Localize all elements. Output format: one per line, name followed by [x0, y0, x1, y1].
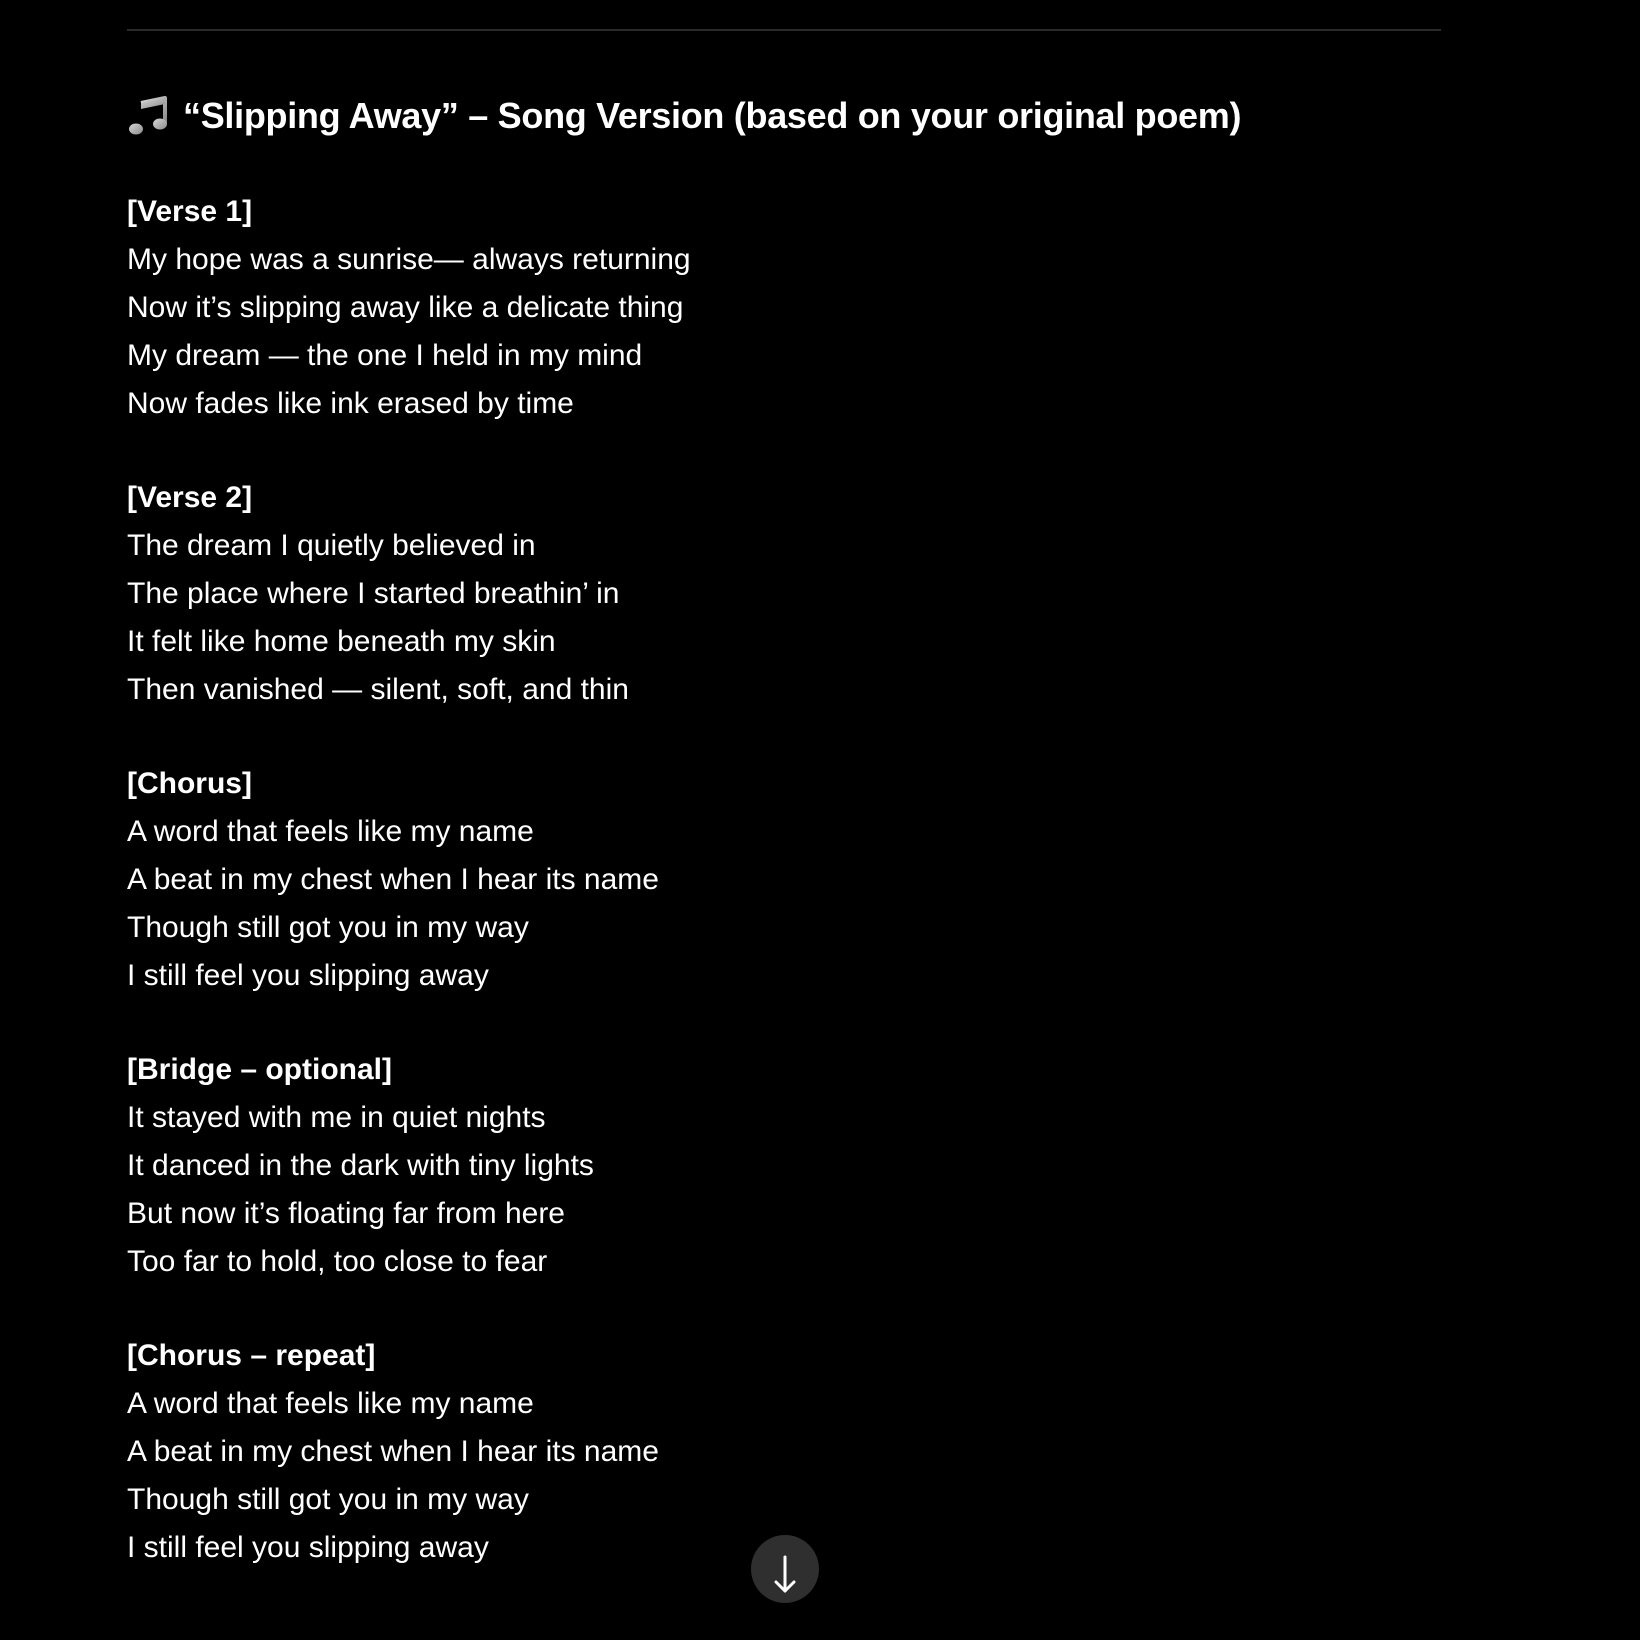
- lyric-line: Now fades like ink erased by time: [127, 387, 574, 420]
- lyric-line: My hope was a sunrise— always returning: [127, 243, 691, 276]
- section-label: [Verse 1]: [127, 195, 253, 228]
- lyric-line: The place where I started breathin’ in: [127, 577, 620, 610]
- lyric-line: A beat in my chest when I hear its name: [127, 863, 659, 896]
- lyric-line: But now it’s floating far from here: [127, 1197, 565, 1230]
- lyric-line: It stayed with me in quiet nights: [127, 1101, 546, 1134]
- top-divider: [127, 29, 1441, 31]
- lyric-line: Now it’s slipping away like a delicate thing: [127, 291, 684, 324]
- lyric-line: I still feel you slipping away: [127, 1531, 489, 1564]
- lyric-line: My dream — the one I held in my mind: [127, 339, 643, 372]
- section-bridge: [127, 1046, 1427, 1286]
- arrow-down-icon: [773, 1555, 797, 1595]
- section-label: [Chorus – repeat]: [127, 1339, 376, 1372]
- lyric-line: A word that feels like my name: [127, 815, 534, 848]
- scroll-to-bottom-button[interactable]: [751, 1535, 819, 1603]
- section-label: [Verse 2]: [127, 481, 253, 514]
- lyric-line: The dream I quietly believed in: [127, 529, 536, 562]
- section-chorus: [127, 760, 1427, 1000]
- lyric-line: Though still got you in my way: [127, 911, 529, 944]
- lyric-line: A word that feels like my name: [127, 1387, 534, 1420]
- lyric-line: Then vanished — silent, soft, and thin: [127, 673, 629, 706]
- lyric-line: I still feel you slipping away: [127, 959, 489, 992]
- section-label: [Bridge – optional]: [127, 1053, 392, 1086]
- lyric-line: Too far to hold, too close to fear: [127, 1245, 548, 1278]
- lyric-line: Though still got you in my way: [127, 1483, 529, 1516]
- section-verse-1: [127, 188, 1427, 428]
- section-label: [Chorus]: [127, 767, 252, 800]
- section-verse-2: [127, 474, 1427, 714]
- lyrics-content: [127, 188, 1427, 1618]
- song-heading: [127, 90, 1241, 142]
- song-title: “Slipping Away” – Song Version (based on your original poem): [183, 95, 1242, 136]
- lyric-line: It danced in the dark with tiny lights: [127, 1149, 594, 1182]
- music-note-icon: [127, 94, 171, 138]
- lyric-line: A beat in my chest when I hear its name: [127, 1435, 659, 1468]
- lyric-line: It felt like home beneath my skin: [127, 625, 556, 658]
